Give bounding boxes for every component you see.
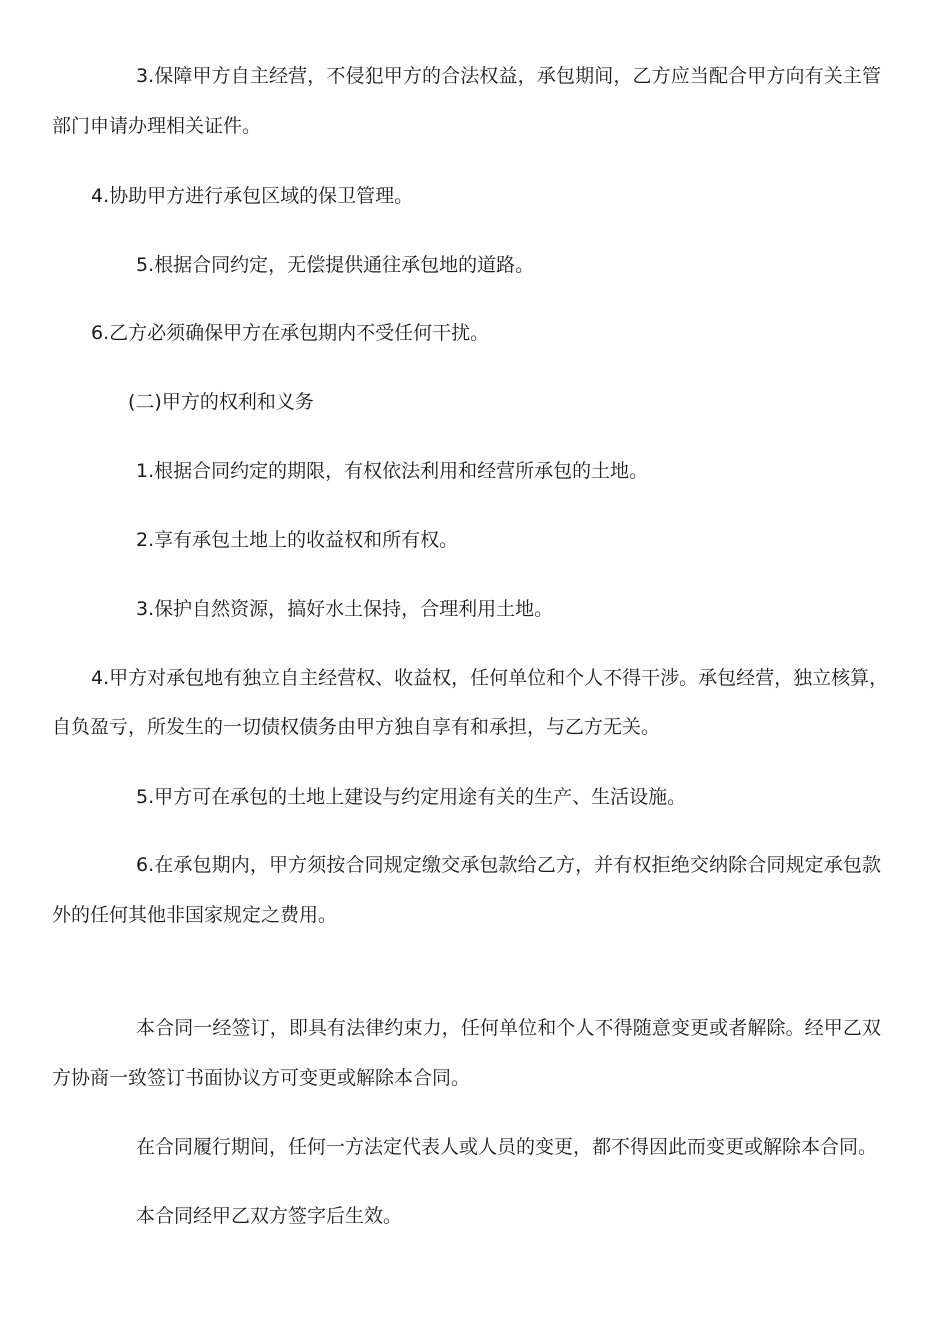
paragraph-9-line-2: 自负盈亏，所发生的一切债权债务由甲方独自享有和承担，与乙方无关。	[52, 716, 661, 738]
paragraph-7: 2.享有承包土地上的收益权和所有权。	[136, 529, 459, 551]
paragraph-8: 3.保护自然资源，搞好水土保持，合理利用土地。	[136, 598, 554, 620]
section-heading: (二)甲方的权利和义务	[128, 391, 314, 413]
paragraph-14: 本合同经甲乙双方签字后生效。	[136, 1205, 403, 1227]
paragraph-6: 1.根据合同约定的期限，有权依法利用和经营所承包的土地。	[136, 460, 649, 482]
paragraph-12-line-1: 本合同一经签订，即具有法律约束力，任何单位和个人不得随意变更或者解除。经甲乙双	[136, 1017, 881, 1039]
paragraph-9-line-1: 4.甲方对承包地有独立自主经营权、收益权，任何单位和个人不得干涉。承包经营，独立核算，	[91, 667, 889, 689]
paragraph-1-line-2: 部门申请办理相关证件。	[52, 115, 262, 137]
paragraph-2: 4.协助甲方进行承包区域的保卫管理。	[91, 185, 414, 207]
paragraph-11-line-1: 6.在承包期内，甲方须按合同规定缴交承包款给乙方，并有权拒绝交纳除合同规定承包款	[136, 854, 881, 876]
paragraph-13: 在合同履行期间，任何一方法定代表人或人员的变更，都不得因此而变更或解除本合同。	[136, 1136, 878, 1158]
paragraph-1-line-1: 3.保障甲方自主经营，不侵犯甲方的合法权益，承包期间，乙方应当配合甲方向有关主管	[136, 65, 881, 87]
paragraph-4: 6.乙方必须确保甲方在承包期内不受任何干扰。	[91, 322, 490, 344]
paragraph-12-line-2: 方协商一致签订书面协议方可变更或解除本合同。	[52, 1067, 471, 1089]
paragraph-11-line-2: 外的任何其他非国家规定之费用。	[52, 904, 338, 926]
paragraph-10: 5.甲方可在承包的土地上建设与约定用途有关的生产、生活设施。	[136, 786, 687, 808]
paragraph-3: 5.根据合同约定，无偿提供通往承包地的道路。	[136, 254, 535, 276]
